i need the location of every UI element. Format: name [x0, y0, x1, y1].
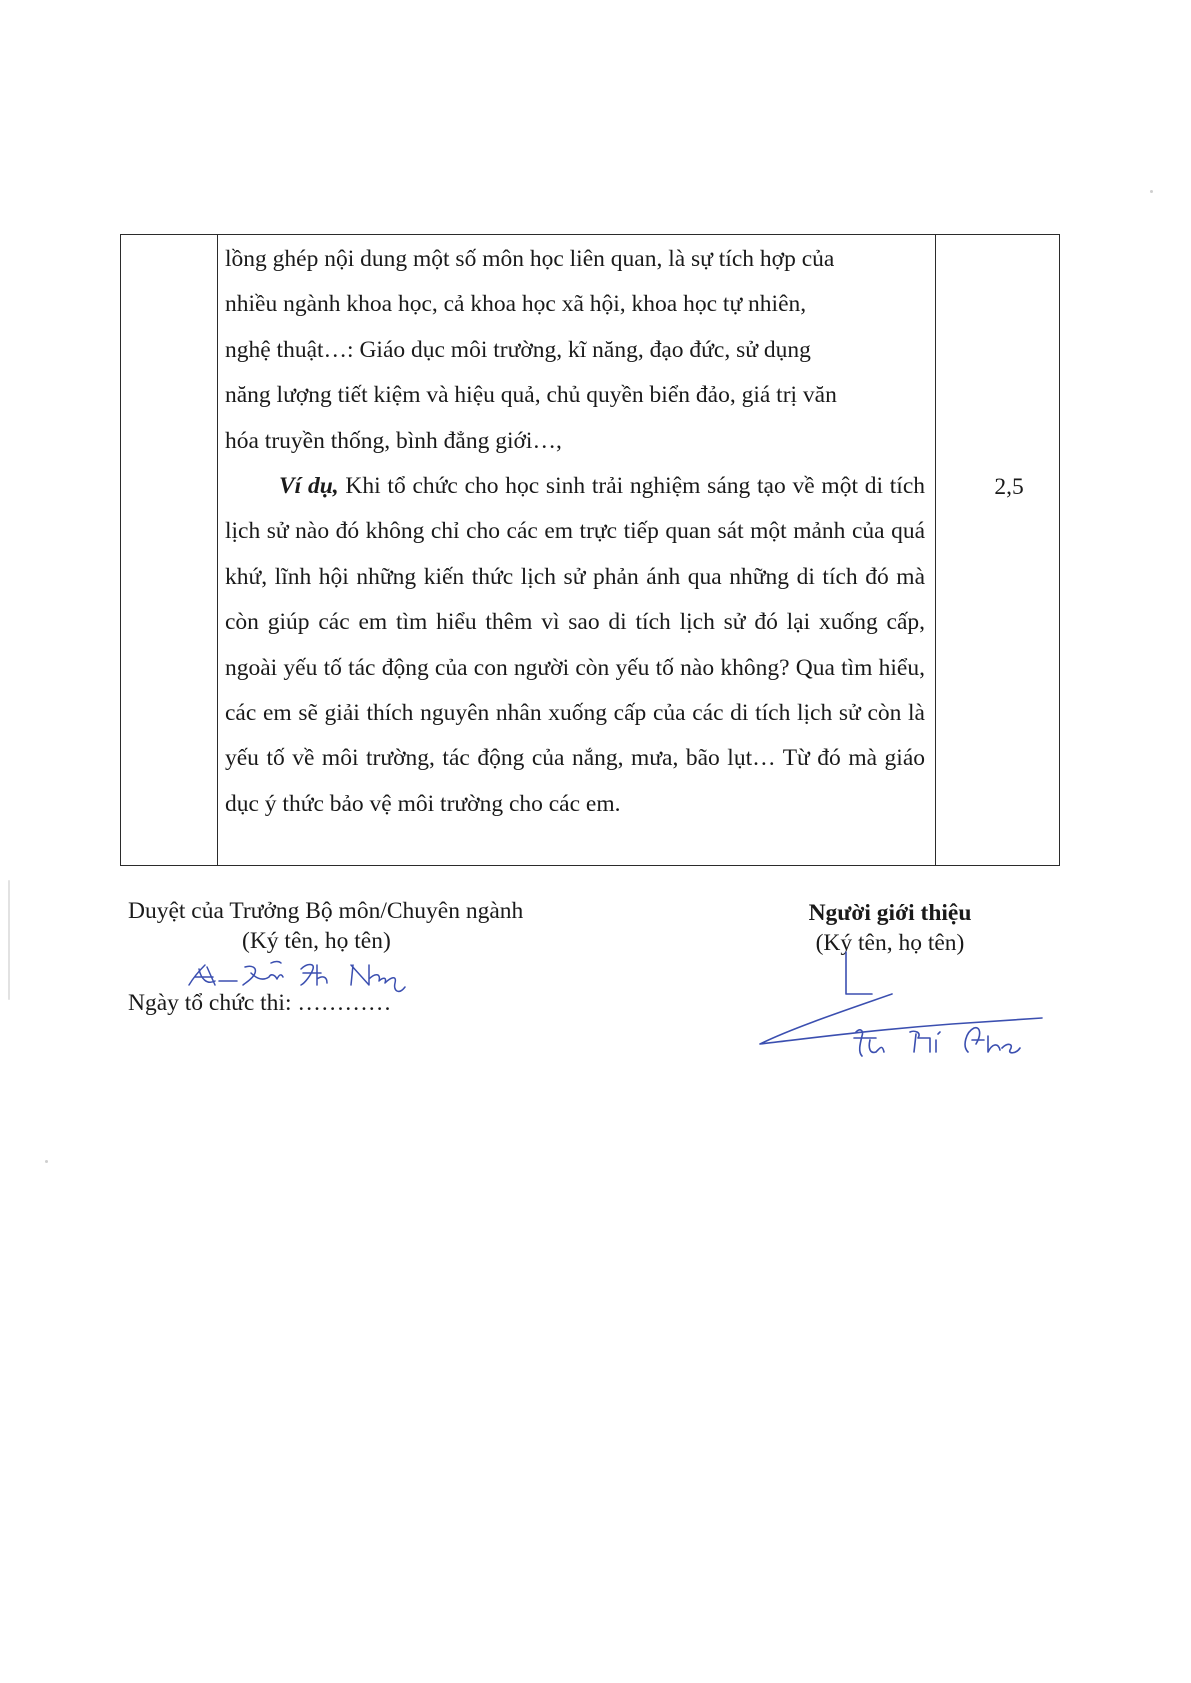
answer-line: năng lượng tiết kiệm và hiệu quả, chủ quyền biển đảo, giá trị văn: [225, 382, 837, 409]
answer-line: nhiều ngành khoa học, cả khoa học xã hội, khoa học tự nhiên,: [225, 291, 807, 318]
scan-speck: [45, 1160, 48, 1163]
scan-edge: [8, 880, 10, 1000]
answer-line: hóa truyền thống, bình đẳng giới…,: [225, 427, 562, 454]
exam-date-label: Ngày tổ chức thi: …………: [128, 990, 392, 1016]
score-value: 2,5: [994, 474, 1024, 500]
answer-table: [120, 234, 1060, 866]
example-paragraph: [225, 464, 925, 827]
approval-signature: [185, 955, 435, 997]
approval-note: (Ký tên, họ tên): [242, 928, 391, 954]
answer-line: lồng ghép nội dung một số môn học liên quan, là sự tích hợp của: [225, 246, 835, 272]
answer-line: nghệ thuật…: Giáo dục môi trường, kĩ năng, đạo đức, sử dụng: [225, 336, 811, 363]
approval-block: [128, 896, 608, 1016]
introducer-title: Người giới thiệu: [808, 900, 972, 926]
answer-content-cell: [225, 237, 925, 827]
table-column-divider: [935, 235, 936, 865]
example-text: Khi tổ chức cho học sinh trải nghiệm sáng tạo về một di tích lịch sử nào đó không chỉ cho các em trực tiếp quan sát một mảnh của quá khứ, lĩnh hội những kiến thức lịch sử phản ánh qua những di tích đó mà còn giúp các em tìm hiểu thêm vì sao di tích lịch sử đó lại xuống cấp, ngoài yếu tố tác động của con người còn yếu tố nào không? Qua tìm hiểu, các em sẽ giải thích nguyên nhân xuống cấp của các di tích lịch sử còn là yếu tố về môi trường, tác động của nắng, mưa, bão lụt… Từ đó mà giáo dục ý thức bảo vệ môi trường cho các em.: [225, 473, 925, 817]
approval-title: Duyệt của Trưởng Bộ môn/Chuyên ngành: [128, 898, 524, 924]
introducer-note: (Ký tên, họ tên): [815, 930, 965, 956]
introducer-signature: [752, 948, 1052, 1068]
table-column-divider: [217, 235, 218, 865]
scan-speck: [1150, 190, 1153, 193]
example-lead: Ví dụ,: [279, 473, 339, 500]
